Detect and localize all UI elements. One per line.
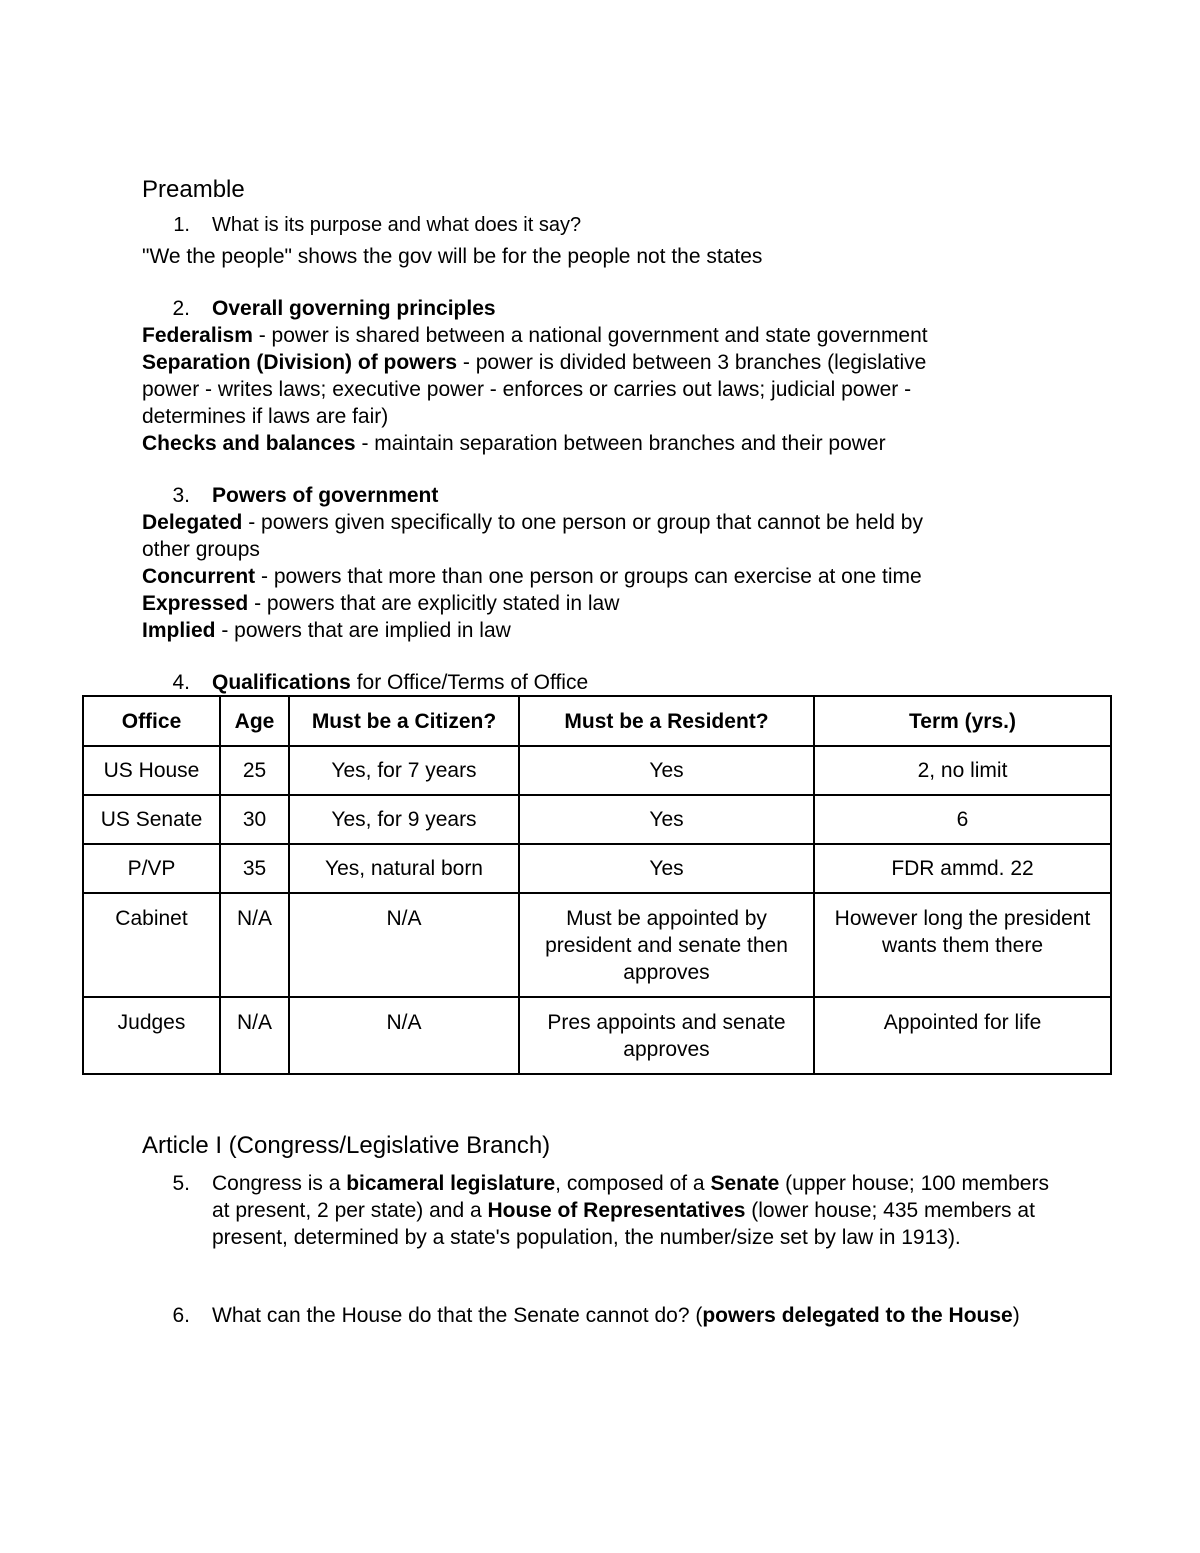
question-text: Overall governing principles <box>212 297 496 320</box>
power-implied <box>142 617 511 644</box>
question-2 <box>142 295 496 322</box>
table-cell: 35 <box>220 844 289 893</box>
definition: - power is shared between a national government and state government <box>252 324 928 347</box>
text-run: What can the House do that the Senate cannot do? ( <box>212 1304 703 1327</box>
table-cell: 2, no limit <box>814 746 1111 795</box>
text-run: , composed of a <box>555 1172 711 1195</box>
principle-separation-of-powers <box>142 349 926 376</box>
table-cell: Yes, for 7 years <box>289 746 519 795</box>
question-text: for Office/Terms of Office <box>350 671 589 694</box>
answer-1: "We the people" shows the gov will be for the people not the states <box>142 245 763 268</box>
table-cell: Appointed for life <box>814 997 1111 1074</box>
question-text <box>212 1170 1052 1251</box>
principle-checks-and-balances <box>142 430 886 457</box>
table-cell: US House <box>83 746 220 795</box>
question-text: What is its purpose and what does it say? <box>212 214 582 236</box>
question-bold-text: Qualifications <box>212 671 351 694</box>
question-number: 4. <box>172 671 190 694</box>
definition: - powers that more than one person or groups can exercise at one time <box>255 565 922 588</box>
section-heading-preamble: Preamble <box>142 176 245 203</box>
definition: - powers that are implied in law <box>215 619 511 642</box>
table-cell: Yes, for 9 years <box>289 795 519 844</box>
definition-continued: other groups <box>142 538 260 561</box>
question-number: 3. <box>172 484 190 507</box>
text-run: Congress is a <box>212 1172 347 1195</box>
definition-continued: power - writes laws; executive power - enforces or carries out laws; judicial power - <box>142 378 912 401</box>
column-header: Must be a Citizen? <box>289 696 519 746</box>
table-cell: Judges <box>83 997 220 1074</box>
qualifications-table <box>82 695 1112 1075</box>
table-cell: However long the president wants them there <box>814 893 1111 997</box>
table-cell: 30 <box>220 795 289 844</box>
table-cell: FDR ammd. 22 <box>814 844 1111 893</box>
question-number: 5. <box>172 1172 190 1195</box>
table-row <box>83 795 1111 844</box>
table-row <box>83 844 1111 893</box>
question-4 <box>142 669 588 696</box>
term: Federalism <box>142 324 253 347</box>
power-expressed <box>142 590 619 617</box>
column-header: Office <box>83 696 220 746</box>
principle-federalism <box>142 322 928 349</box>
question-text <box>212 1302 1052 1329</box>
question-3 <box>142 482 438 509</box>
power-delegated <box>142 509 923 536</box>
question-number: 2. <box>172 297 190 320</box>
table-cell: 25 <box>220 746 289 795</box>
power-concurrent <box>142 563 922 590</box>
question-number: 1. <box>173 214 190 236</box>
text-run-bold: bicameral legislature <box>346 1172 556 1195</box>
definition: - powers that are explicitly stated in law <box>248 592 620 615</box>
text-run: (upper house; 100 members at present, 2 per state) and a <box>212 1172 1049 1222</box>
table-cell: Yes, natural born <box>289 844 519 893</box>
column-header: Age <box>220 696 289 746</box>
definition: - maintain separation between branches and their power <box>355 432 886 455</box>
definition: - powers given specifically to one person or group that cannot be held by <box>242 511 923 534</box>
column-header: Term (yrs.) <box>814 696 1111 746</box>
table-cell: N/A <box>220 997 289 1074</box>
text-run-bold: Senate <box>710 1172 780 1195</box>
table-cell: N/A <box>289 997 519 1074</box>
table-row <box>83 893 1111 997</box>
question-6 <box>142 1302 1052 1329</box>
question-number: 6. <box>172 1304 190 1327</box>
table-row <box>83 746 1111 795</box>
table-header-row <box>83 696 1111 746</box>
text-run: (lower house; 435 members at present, determined by a state's population, the number/size set by law in 1913). <box>212 1199 1035 1249</box>
term: Separation (Division) of powers <box>142 351 458 374</box>
text-run-bold: powers delegated to the House <box>702 1304 1013 1327</box>
section-heading-article-1: Article I (Congress/Legislative Branch) <box>142 1132 551 1159</box>
term: Expressed <box>142 592 249 615</box>
text-run-bold: House of Representatives <box>487 1199 746 1222</box>
table-cell: US Senate <box>83 795 220 844</box>
table-cell: N/A <box>220 893 289 997</box>
table-cell: Cabinet <box>83 893 220 997</box>
table-cell: N/A <box>289 893 519 997</box>
term: Implied <box>142 619 216 642</box>
definition: - power is divided between 3 branches (legislative <box>457 351 927 374</box>
table-cell: P/VP <box>83 844 220 893</box>
question-5 <box>142 1170 1052 1251</box>
table-cell: Must be appointed by president and senate then approves <box>519 893 814 997</box>
text-run: ) <box>1012 1304 1020 1327</box>
table-cell: Pres appoints and senate approves <box>519 997 814 1074</box>
table-cell: Yes <box>519 746 814 795</box>
question-1 <box>142 212 581 239</box>
term: Checks and balances <box>142 432 356 455</box>
table-cell: 6 <box>814 795 1111 844</box>
table-row <box>83 997 1111 1074</box>
column-header: Must be a Resident? <box>519 696 814 746</box>
term: Concurrent <box>142 565 256 588</box>
definition-continued: determines if laws are fair) <box>142 405 389 428</box>
table-cell: Yes <box>519 844 814 893</box>
term: Delegated <box>142 511 243 534</box>
question-text: Powers of government <box>212 484 439 507</box>
table-cell: Yes <box>519 795 814 844</box>
